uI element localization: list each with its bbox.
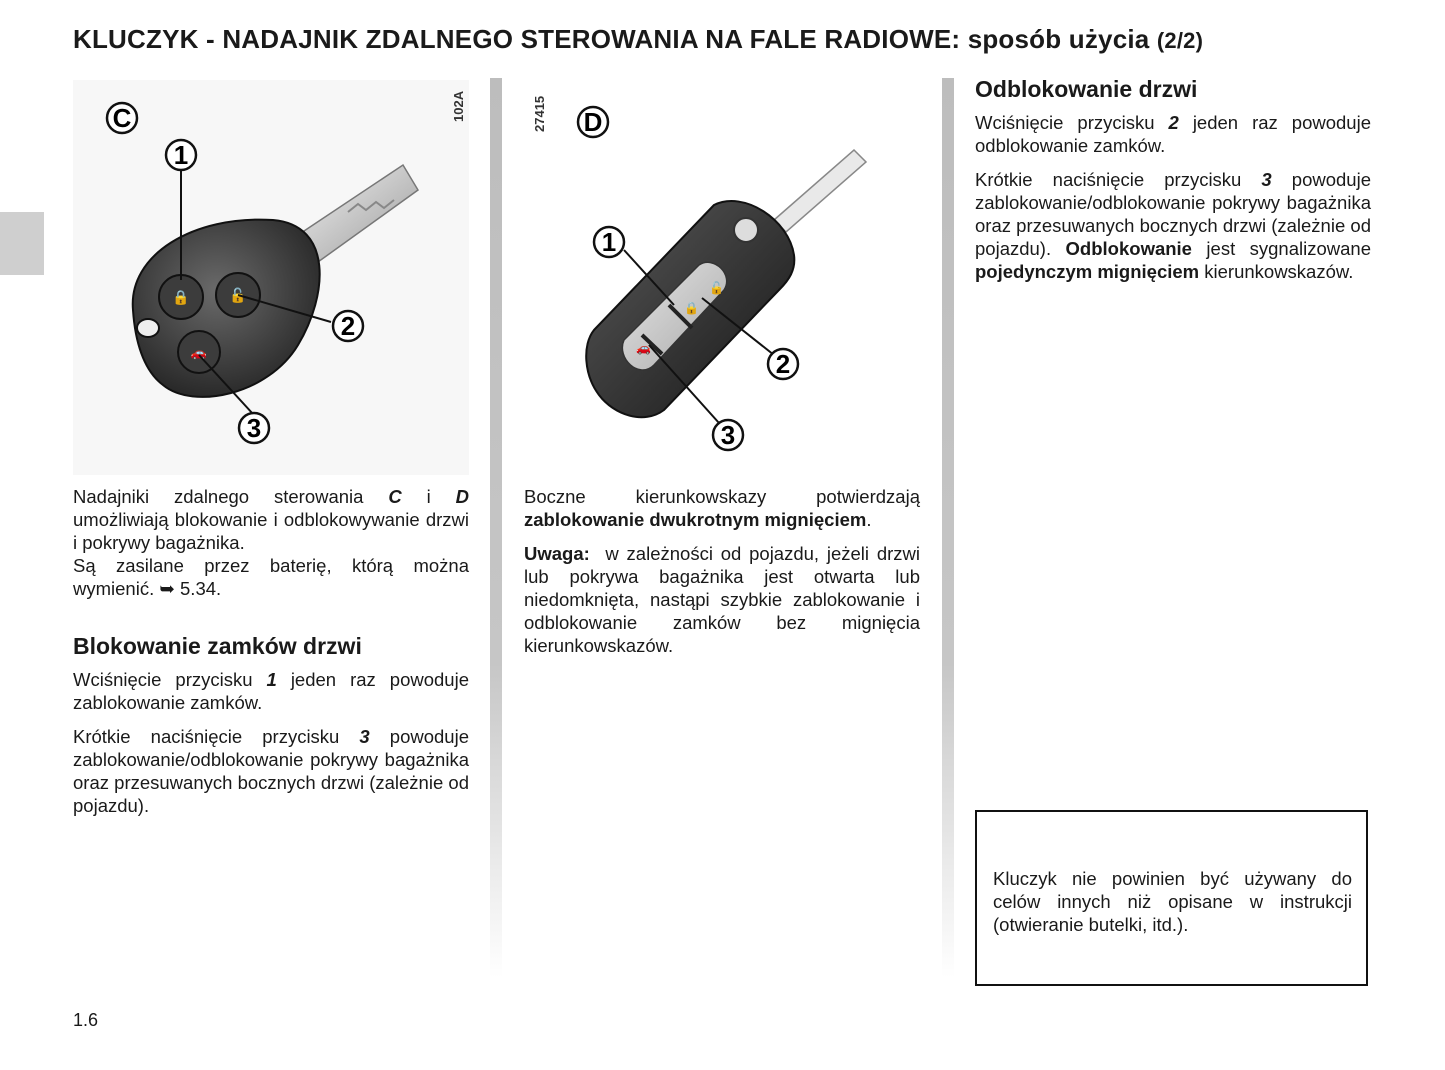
column-divider-2 bbox=[942, 78, 954, 978]
warning-note-box bbox=[975, 810, 1368, 986]
indicator-paragraph: Boczne kierunkowskazy potwierdzają zablokowanie dwukrotnym mignięciem. bbox=[524, 486, 920, 530]
padlock-open-icon: 🔓 bbox=[229, 287, 247, 303]
reference-arrow-icon: ➥ bbox=[159, 578, 175, 599]
figure-d-key-remote bbox=[524, 80, 920, 475]
callout-1: 1 bbox=[601, 227, 617, 257]
section-heading-locking: Blokowanie zamków drzwi bbox=[73, 633, 362, 659]
figure-label: D bbox=[583, 107, 603, 137]
figure-code: 102A bbox=[451, 90, 466, 122]
note-paragraph: Uwaga: w zależności od pojazdu, jeżeli drzwi lub pokrywa bagażnika jest otwarta lub niedomknięta, nastąpi szybkie zablokowanie i odblokowanie zamków bez mignięcia kierunkowskazów. bbox=[524, 543, 926, 656]
battery-paragraph: Są zasilane przez baterię, którą można wymienić. ➥ 5.34. bbox=[73, 555, 469, 599]
intro-paragraph: Nadajniki zdalnego sterowania C i D umożliwiają blokowanie i odblokowywanie drzwi i pokrywy bagażnika. bbox=[73, 486, 469, 553]
page-number: 1.6 bbox=[73, 1010, 99, 1030]
figure-d-illustration bbox=[524, 80, 920, 475]
locking-paragraph-1: Wciśnięcie przycisku 1 jeden raz powoduje zablokowanie zamków. bbox=[73, 669, 469, 713]
section-tab-marker bbox=[0, 212, 44, 275]
unlocking-paragraph-2: Krótkie naciśnięcie przycisku 3 powoduje zablokowanie/odblokowanie pokrywy bagażnika oraz przesuwanych bocznych drzwi (zależnie od pojazdu). Odblokowanie jest sygnalizowane pojedynczym mignięciem kierunkowskazów. bbox=[975, 169, 1371, 282]
padlock-icon: 🔒 bbox=[684, 301, 699, 315]
callout-2: 2 bbox=[775, 349, 791, 379]
padlock-icon: 🔒 bbox=[172, 289, 190, 305]
warning-note-text: Kluczyk nie powinien być używany do celów innych niż opisane w instrukcji (otwieranie butelki, itd.). bbox=[993, 868, 1352, 935]
callout-1: 1 bbox=[173, 140, 189, 170]
column-2 bbox=[524, 485, 926, 668]
page-title bbox=[73, 24, 1203, 55]
locking-paragraph-2: Krótkie naciśnięcie przycisku 3 powoduje zablokowanie/odblokowanie pokrywy bagażnika oraz przesuwanych bocznych drzwi (zależnie od pojazdu). bbox=[73, 726, 469, 816]
car-icon: 🚗 bbox=[190, 345, 208, 360]
callout-3: 3 bbox=[720, 420, 736, 450]
unlocking-paragraph-1: Wciśnięcie przycisku 2 jeden raz powoduje odblokowanie zamków. bbox=[975, 112, 1371, 156]
padlock-open-icon: 🔓 bbox=[709, 281, 724, 295]
page-title-main: KLUCZYK - NADAJNIK ZDALNEGO STEROWANIA NA FALE RADIOWE: sposób użycia bbox=[73, 24, 1150, 54]
figure-c-illustration bbox=[73, 80, 469, 475]
note-label: Uwaga: bbox=[524, 543, 590, 564]
figure-label: C bbox=[112, 103, 132, 133]
figure-c-key-remote bbox=[73, 80, 469, 475]
key-blade bbox=[774, 150, 866, 232]
column-3 bbox=[975, 78, 1371, 294]
page-title-part: (2/2) bbox=[1156, 28, 1204, 53]
column-1 bbox=[73, 485, 469, 828]
callout-2: 2 bbox=[340, 311, 356, 341]
column-divider-1 bbox=[490, 78, 502, 978]
car-icon: 🚗 bbox=[636, 341, 651, 355]
page-reference: 5.34. bbox=[174, 578, 222, 599]
callout-3: 3 bbox=[246, 413, 262, 443]
section-heading-unlocking: Odblokowanie drzwi bbox=[975, 76, 1198, 102]
key-blade bbox=[298, 165, 418, 262]
figure-code: 27415 bbox=[532, 95, 547, 132]
